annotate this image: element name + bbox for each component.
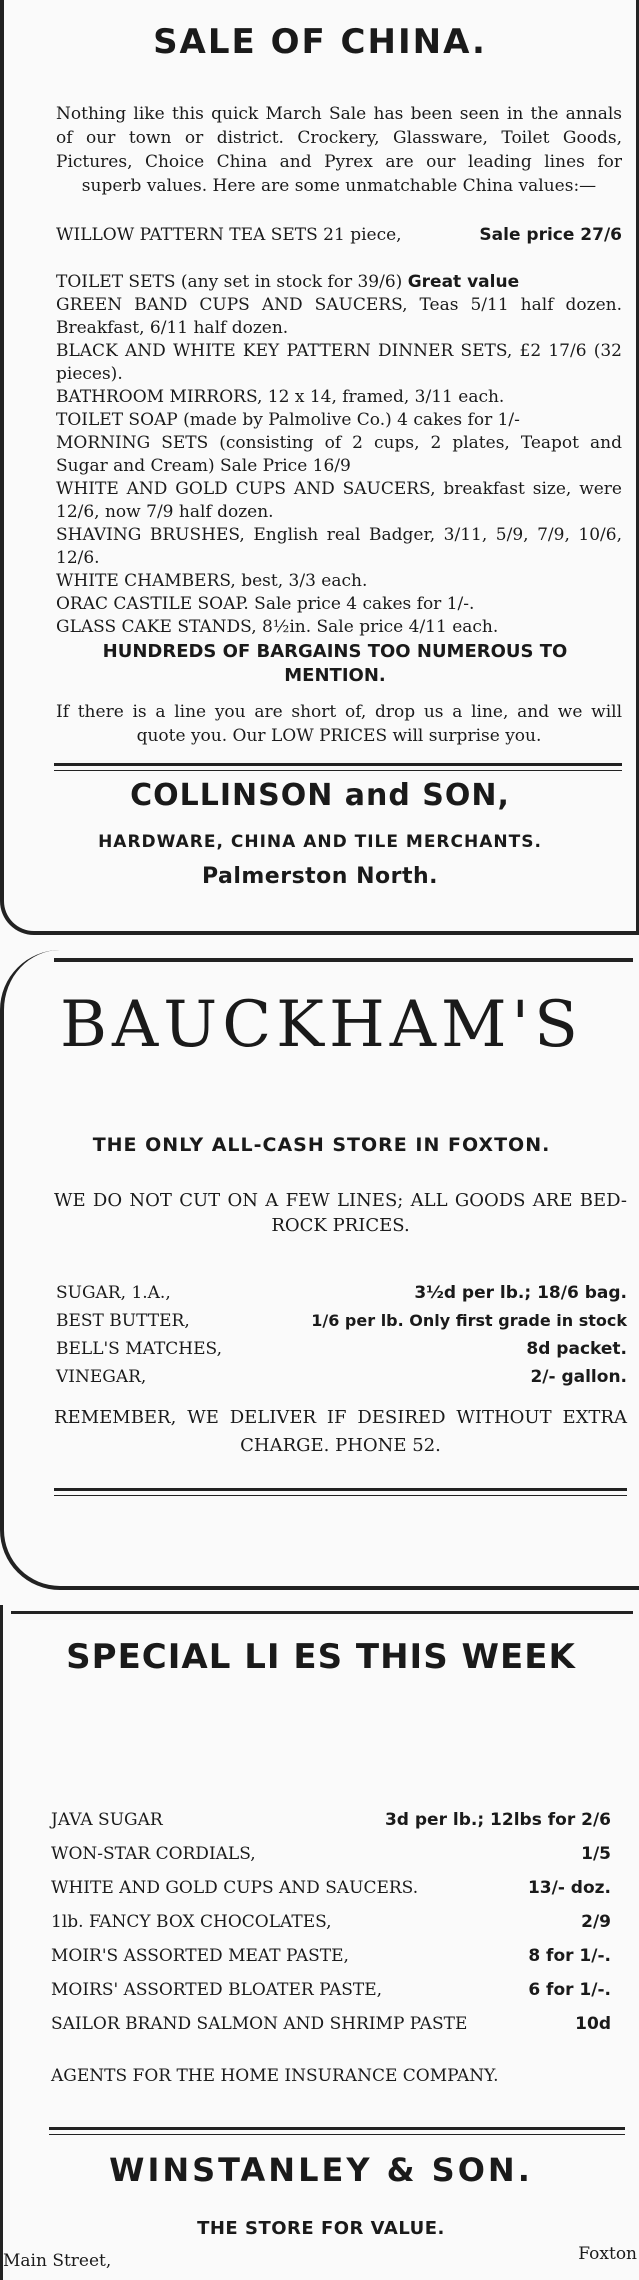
collinson-title: SALE OF CHINA. (153, 22, 487, 62)
collinson-item: ORAC CASTILE SOAP. Sale price 4 cakes for 1/-. (56, 594, 475, 614)
collinson-item: BATHROOM MIRRORS, 12 x 14, framed, 3/11 each. (56, 387, 505, 407)
collinson-item: BLACK AND WHITE KEY PATTERN DINNER SETS, £2 17/6 (32 pieces). (56, 341, 622, 384)
collinson-item: TOILET SOAP (made by Palmolive Co.) 4 cakes for 1/- (56, 410, 520, 430)
divider (54, 763, 622, 771)
bauckham-item-price: 1/6 per lb. Only first grade in stock (311, 1311, 627, 1330)
winstanley-street: Main Street, (3, 2251, 112, 2271)
bauckham-notice: WE DO NOT CUT ON A FEW LINES; ALL GOODS ARE BED-ROCK PRICES. (54, 1190, 627, 1236)
collinson-item: WHITE CHAMBERS, best, 3/3 each. (56, 571, 368, 591)
bauckham-advertisement (0, 950, 639, 1590)
collinson-advertisement (0, 0, 639, 935)
bauckham-item-price: 8d packet. (526, 1339, 627, 1359)
collinson-item: MORNING SETS (consisting of 2 cups, 2 plates, Teapot and Sugar and Cream) Sale Price 16/9 (56, 433, 622, 476)
bauckham-delivery: REMEMBER, WE DELIVER IF DESIRED WITHOUT EXTRA CHARGE. PHONE 52. (54, 1407, 627, 1456)
winstanley-item: JAVA SUGAR (51, 1810, 163, 1830)
bauckham-item: BELL'S MATCHES, (56, 1339, 222, 1359)
collinson-town: Palmerston North. (201, 864, 439, 889)
divider (54, 1488, 627, 1496)
winstanley-item-price: 13/- doz. (527, 1878, 611, 1898)
winstanley-item: WON-STAR CORDIALS, (51, 1844, 256, 1864)
collinson-intro: Nothing like this quick March Sale has been seen in the annals of our town or district. Crockery, Glassware, Toilet Goods, Pictures, Choice China and Pyrex are our leading lines for superb values. Here are some unmatchable China values:— (56, 104, 622, 196)
collinson-item: SHAVING BRUSHES, English real Badger, 3/11, 5/9, 7/9, 10/6, 12/6. (56, 525, 622, 568)
collinson-item-list (56, 224, 622, 639)
winstanley-advertisement (0, 1605, 639, 2280)
bauckham-item-price: 3½d per lb.; 18/6 bag. (414, 1283, 627, 1303)
bauckham-title: BAUCKHAM'S (60, 988, 583, 1062)
winstanley-item-price: 10d (575, 2014, 611, 2034)
winstanley-item-price: 1/5 (581, 1844, 611, 1864)
winstanley-item: WHITE AND GOLD CUPS AND SAUCERS. (51, 1878, 419, 1898)
collinson-footer-note: If there is a line you are short of, drop us a line, and we will quote you. Our LOW PRICES will surprise you. (56, 702, 622, 746)
bauckham-tagline: THE ONLY ALL-CASH STORE IN FOXTON. (92, 1134, 551, 1156)
winstanley-tagline: THE STORE FOR VALUE. (197, 2218, 445, 2239)
winstanley-agents: AGENTS FOR THE HOME INSURANCE COMPANY. (51, 2066, 499, 2086)
winstanley-item: 1lb. FANCY BOX CHOCOLATES, (51, 1912, 332, 1932)
collinson-item: WHITE AND GOLD CUPS AND SAUCERS, breakfast size, were 12/6, now 7/9 half dozen. (56, 479, 622, 522)
winstanley-item-price: 6 for 1/-. (528, 1980, 611, 2000)
collinson-item: TOILET SETS (any set in stock for 39/6) Great value (56, 272, 520, 292)
collinson-firm-name: COLLINSON and SON, (130, 778, 510, 813)
winstanley-item: MOIR'S ASSORTED MEAT PASTE, (51, 1946, 349, 1966)
divider (11, 1611, 633, 1614)
bauckham-item: VINEGAR, (56, 1367, 147, 1387)
winstanley-item-price: 8 for 1/-. (528, 1946, 611, 1966)
collinson-item: GREEN BAND CUPS AND SAUCERS, Teas 5/11 half dozen. Breakfast, 6/11 half dozen. (56, 295, 622, 338)
winstanley-item-price: 2/9 (581, 1912, 611, 1932)
bauckham-item: BEST BUTTER, (56, 1311, 190, 1331)
collinson-item: WILLOW PATTERN TEA SETS 21 piece, Sale price 27/6 (56, 225, 622, 245)
bauckham-item-price: 2/- gallon. (530, 1367, 627, 1387)
winstanley-item: MOIRS' ASSORTED BLOATER PASTE, (51, 1980, 383, 2000)
winstanley-firm-name: WINSTANLEY & SON. (109, 2151, 533, 2189)
winstanley-town: Foxton (578, 2244, 637, 2264)
bauckham-item: SUGAR, 1.A., (56, 1283, 171, 1303)
collinson-item: GLASS CAKE STANDS, 8½in. Sale price 4/11 each. (56, 617, 499, 637)
winstanley-item-price: 3d per lb.; 12lbs for 2/6 (384, 1810, 611, 1830)
divider (54, 958, 633, 962)
divider (49, 2127, 625, 2135)
winstanley-title: SPECIAL LI ES THIS WEEK (66, 1637, 576, 1677)
collinson-trade: HARDWARE, CHINA AND TILE MERCHANTS. (98, 832, 542, 852)
collinson-bargains: HUNDREDS OF BARGAINS TOO NUMEROUS TO MENTION. (102, 641, 568, 686)
winstanley-item: SAILOR BRAND SALMON AND SHRIMP PASTE (51, 2014, 468, 2034)
